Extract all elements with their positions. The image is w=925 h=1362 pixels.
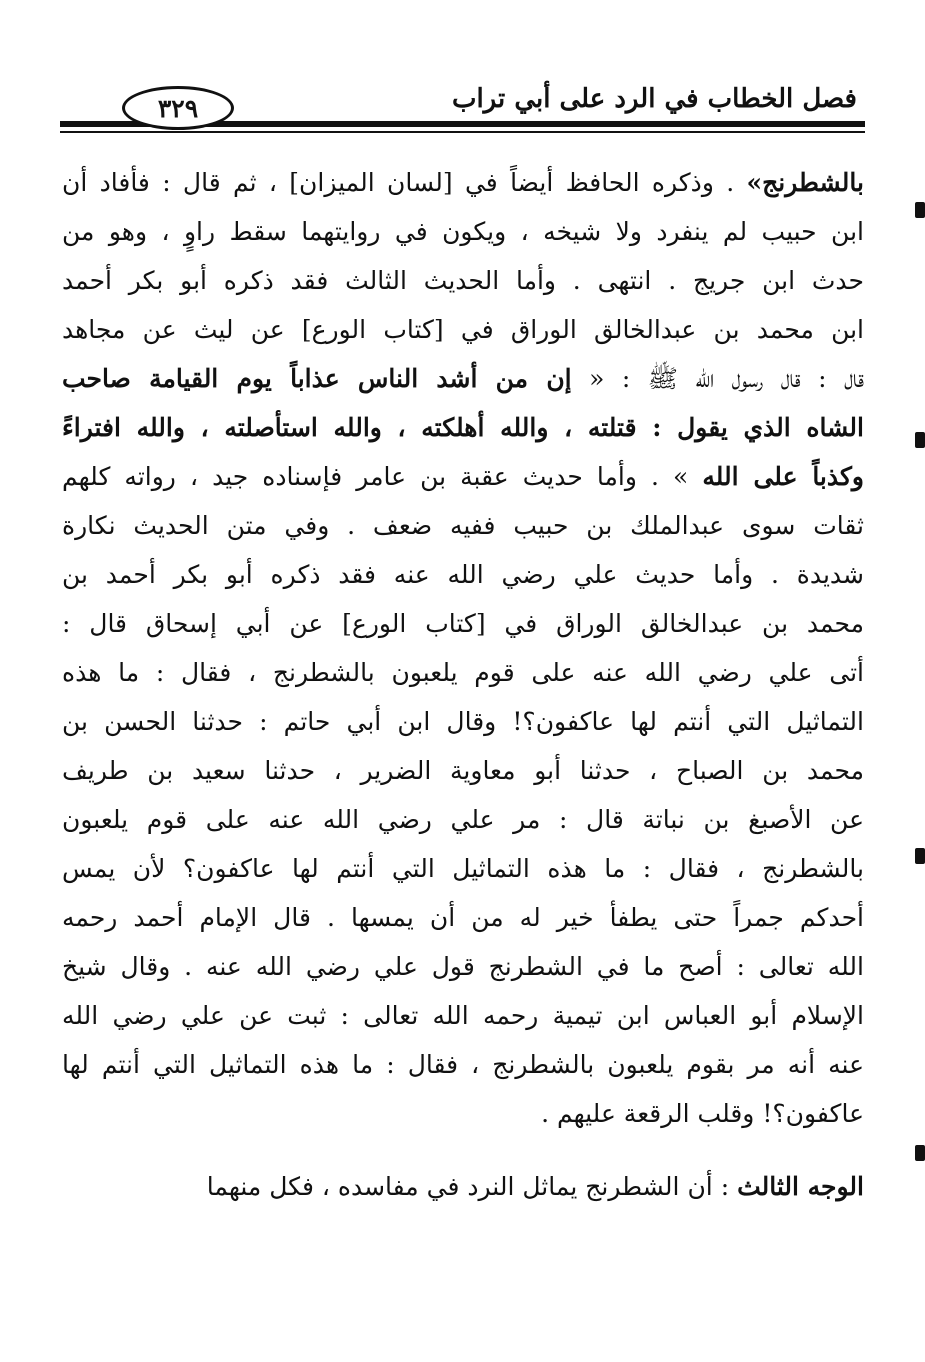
text-span: أتى علي رضي الله عنه على قوم يلعبون بالشطرنج ، فقال : ما هذه — [62, 658, 864, 687]
text-line — [62, 452, 864, 501]
text-line — [62, 893, 864, 942]
text-span: بالشطرنج ، فقال : ما هذه التماثيل التي أنتم لها عاكفون؟ لأن يمس — [62, 854, 864, 883]
text-line — [62, 1089, 864, 1138]
header-rule-thin — [60, 131, 865, 133]
text-span: عنه أنه مر بقوم يلعبون بالشطرنج ، فقال : ما هذه التماثيل التي أنتم لها — [62, 1050, 864, 1079]
text-span: شديدة . وأما حديث علي رضي الله عنه فقد ذكره أبو بكر أحمد بن — [62, 560, 864, 589]
margin-mark — [915, 202, 925, 218]
text-line — [62, 158, 864, 207]
text-span: محمد بن الصباح ، حدثنا أبو معاوية الضرير ، حدثنا سعيد بن طريف — [62, 756, 864, 785]
text-span: ابن حبيب لم ينفرد ولا شيخه ، ويكون في روايتهما سقط راوٍ ، وهو من — [62, 217, 864, 246]
page-header — [60, 70, 865, 140]
page-body-text — [62, 158, 864, 1211]
text-line — [62, 844, 864, 893]
text-line — [62, 1040, 864, 1089]
text-line — [62, 942, 864, 991]
margin-mark — [915, 432, 925, 448]
text-line — [62, 697, 864, 746]
bold-text-span: وكذباً على الله — [702, 462, 864, 491]
text-line — [62, 746, 864, 795]
text-line — [62, 256, 864, 305]
running-title: فصل الخطاب في الرد على أبي تراب — [451, 84, 857, 114]
margin-mark — [915, 848, 925, 864]
text-span: أحدكم جمراً حتى يطفأ خير له من أن يمسها . قال الإمام أحمد رحمه — [62, 903, 864, 932]
text-span: ثقات سوى عبدالملك بن حبيب ففيه ضعف . وفي متن الحديث نكارة — [62, 511, 864, 540]
text-line — [62, 403, 864, 452]
text-line — [62, 599, 864, 648]
text-line — [62, 550, 864, 599]
margin-mark — [915, 1145, 925, 1161]
section-heading-line — [62, 1162, 864, 1211]
text-span: حدث ابن جريج . انتهى . وأما الحديث الثالث فقد ذكره أبو بكر أحمد — [62, 266, 864, 295]
bold-text-span: الوجه الثالث — [737, 1172, 864, 1201]
text-span: الله تعالى : أصح ما في الشطرنج قول علي رضي الله عنه . وقال شيخ — [62, 952, 864, 981]
text-span: عن الأصبغ بن نباتة قال : مر علي رضي الله عنه على قوم يلعبون — [62, 805, 864, 834]
text-span: ابن محمد بن عبدالخالق الوراق في [كتاب الورع] عن ليث عن مجاهد — [62, 315, 864, 344]
text-line — [62, 991, 864, 1040]
text-span: التماثيل التي أنتم لها عاكفون؟! وقال ابن أبي حاتم : حدثنا الحسن بن — [62, 707, 864, 736]
bold-text-span: الشاه الذي يقول : قتلته ، والله أهلكته ، والله استأصلته ، والله افتراءً — [62, 413, 864, 442]
bold-text-span: بالشطرنج» — [746, 168, 864, 197]
text-line — [62, 501, 864, 550]
text-line — [62, 648, 864, 697]
text-line — [62, 207, 864, 256]
text-span: . وذكره الحافظ أيضاً في [لسان الميزان] ، ثم قال : فأفاد أن — [62, 168, 747, 197]
text-span: عاكفون؟! وقلب الرقعة عليهم . — [541, 1099, 864, 1128]
text-span: الإسلام أبو العباس ابن تيمية رحمه الله تعالى : ثبت عن علي رضي الله — [62, 1001, 864, 1030]
text-span: محمد بن عبدالخالق الوراق في [كتاب الورع] عن أبي إسحاق قال : — [62, 609, 864, 638]
text-line — [62, 795, 864, 844]
text-span: : أن الشطرنج يماثل النرد في مفاسده ، فكل منهما — [206, 1172, 738, 1201]
text-line — [62, 354, 864, 403]
text-span: قال : قال رسول الله ﷺ : « — [571, 364, 864, 393]
page-number-badge: ٣٢٩ — [122, 86, 234, 130]
bold-text-span: إن من أشد الناس عذاباً يوم القيامة صاحب — [62, 364, 572, 393]
text-line — [62, 305, 864, 354]
text-span: » . وأما حديث عقبة بن عامر فإسناده جيد ، رواته كلهم — [62, 462, 703, 491]
